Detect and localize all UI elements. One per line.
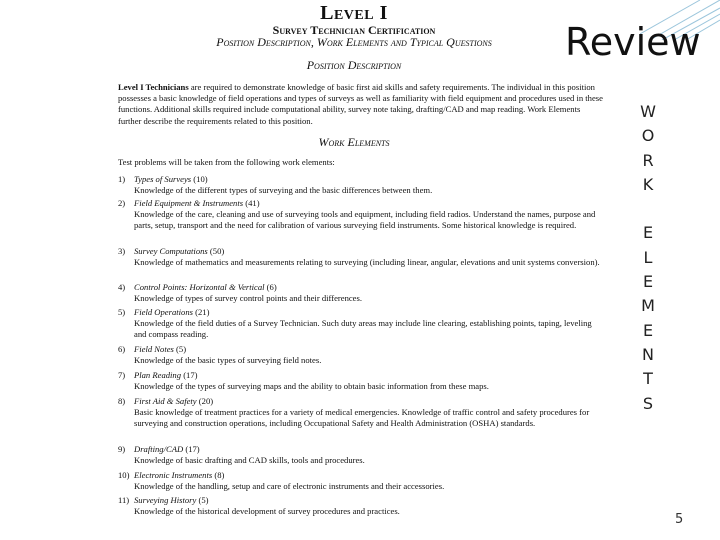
doc-subtitle2: Position Description, Work Elements and Typical Questions xyxy=(216,35,492,49)
vertical-letter xyxy=(638,197,658,221)
vertical-letter: E xyxy=(642,223,654,243)
item-number: 2) xyxy=(118,198,126,208)
intro-paragraph xyxy=(118,82,603,127)
item-number: 6) xyxy=(118,344,126,354)
item-title: Types of Surveys xyxy=(134,174,192,184)
intro-text: are required to demonstrate knowledge of basic first aid skills and safety requirements. The individual in this position possesses a basic knowledge of field operations and types of surveys as well as familiarity with field equipment and procedures used in these functions. Additional skills required include computational ability, survey note taking, drafting/CAD and map reading. Work Elements further describe the requirements related to this position. xyxy=(118,82,603,126)
work-element-item xyxy=(118,396,603,430)
work-element-item xyxy=(118,470,603,492)
item-description: Basic knowledge of treatment practices for a variety of medical emergencies. Knowledge of traffic control and safety procedures for surveying and construction operations, including Occupational Safety and Health Administration (OSHA) standards. xyxy=(134,407,590,429)
item-count: (21) xyxy=(195,307,210,317)
vertical-letter: R xyxy=(642,150,654,170)
item-description: Knowledge of the historical development of survey procedures and practices. xyxy=(134,506,400,517)
work-element-item xyxy=(118,495,603,517)
intro-bold: Level I Technicians xyxy=(118,82,189,92)
item-title: Drafting/CAD xyxy=(134,444,184,454)
doc-subtitle: Survey Technician Certification xyxy=(272,23,436,37)
vertical-letter: N xyxy=(642,344,654,364)
item-description: Knowledge of basic drafting and CAD skills, tools and procedures. xyxy=(134,455,365,466)
work-element-item xyxy=(118,198,603,232)
item-count: (17) xyxy=(183,370,198,380)
work-element-item xyxy=(118,246,603,268)
scanned-document xyxy=(108,0,603,522)
item-description: Knowledge of types of survey control points and their differences. xyxy=(134,293,362,304)
section-position-description: Position Description xyxy=(306,58,402,72)
doc-title: Level I xyxy=(320,2,388,24)
slide-title: Review xyxy=(565,20,701,64)
work-element-item xyxy=(118,282,603,304)
item-description: Knowledge of the care, cleaning and use of surveying tools and equipment, including field radios. Understand the names, purpose and parts, setup, transport and the need for calibration of various surveying field instruments. Some historical knowledge is required. xyxy=(134,209,596,231)
vertical-letter: E xyxy=(642,272,654,292)
vertical-letter: T xyxy=(643,369,653,389)
work-element-item xyxy=(118,307,603,341)
item-description: Knowledge of the different types of surveying and the basic differences between them. xyxy=(134,185,433,196)
item-title: Control Points: Horizontal & Vertical xyxy=(134,282,265,292)
item-description: Knowledge of the handling, setup and care of electronic instruments and their accessories. xyxy=(134,481,445,492)
work-element-item xyxy=(118,444,603,466)
item-title: Survey Computations xyxy=(134,246,208,256)
item-number: 4) xyxy=(118,282,126,292)
work-element-item xyxy=(118,344,603,366)
item-number: 7) xyxy=(118,370,126,380)
item-count: (5) xyxy=(198,495,209,505)
vertical-letter: M xyxy=(641,296,655,316)
item-title: Electronic Instruments xyxy=(134,470,213,480)
item-title: Field Notes xyxy=(134,344,174,354)
item-number: 8) xyxy=(118,396,126,406)
item-title: Field Equipment & Instruments xyxy=(134,198,244,208)
vertical-letter: O xyxy=(641,126,655,146)
item-count: (17) xyxy=(185,444,200,454)
item-number: 10) xyxy=(118,470,130,480)
vertical-letter: K xyxy=(642,174,654,194)
work-element-item xyxy=(118,370,603,392)
section-work-elements: Work Elements xyxy=(318,135,390,149)
item-number: 11) xyxy=(118,495,130,505)
item-title: Field Operations xyxy=(134,307,193,317)
item-number: 9) xyxy=(118,444,126,454)
vertical-letter: S xyxy=(642,393,654,413)
work-element-item xyxy=(118,174,603,196)
item-count: (8) xyxy=(214,470,225,480)
page-number: 5 xyxy=(675,512,684,527)
item-count: (20) xyxy=(198,396,214,406)
item-number: 5) xyxy=(118,307,126,317)
item-title: First Aid & Safety xyxy=(134,396,197,406)
item-description: Knowledge of the types of surveying maps and the ability to obtain basic information from these maps. xyxy=(134,381,489,392)
vertical-letter: W xyxy=(640,102,656,121)
item-title: Plan Reading xyxy=(134,370,182,380)
item-description: Knowledge of the basic types of surveying field notes. xyxy=(134,355,322,366)
item-count: (6) xyxy=(266,282,277,292)
item-title: Surveying History xyxy=(134,495,197,505)
item-number: 3) xyxy=(118,246,126,256)
vertical-letter: E xyxy=(642,320,654,340)
lead-text: Test problems will be taken from the following work elements: xyxy=(118,157,335,167)
item-description: Knowledge of the field duties of a Survey Technician. Such duty areas may include line clearing, establishing points, taping, leveling and compass reading. xyxy=(134,318,592,340)
item-number: 1) xyxy=(118,174,126,184)
item-count: (50) xyxy=(209,246,225,256)
item-count: (41) xyxy=(245,198,260,208)
vertical-letter: L xyxy=(643,247,653,267)
item-count: (10) xyxy=(193,174,208,184)
vertical-label xyxy=(638,100,658,416)
item-count: (5) xyxy=(176,344,187,354)
item-description: Knowledge of mathematics and measurements relating to surveying (including linear, angular, elevations and unit systems conversion). xyxy=(134,257,600,268)
